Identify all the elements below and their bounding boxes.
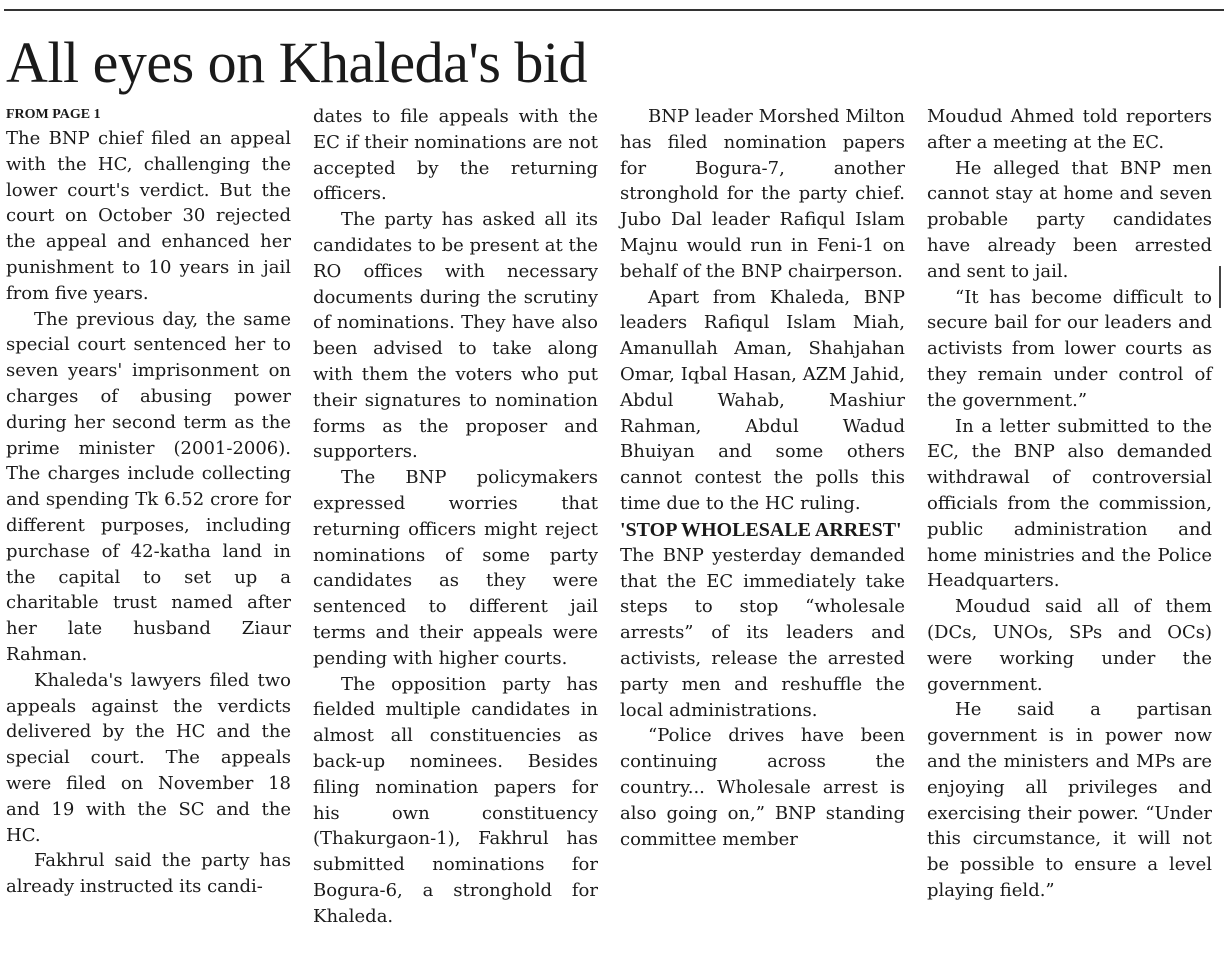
paragraph: “It has become difficult to secure bail for our leaders and activists from lower courts as they remain under control of the government.” (927, 286, 1212, 411)
subhead: 'STOP WHOLESALE ARREST' (620, 518, 902, 541)
article-column-4 (927, 104, 1212, 904)
paragraph: Khaleda's lawyers filed two appeals against the verdicts delivered by the HC and the special court. The appeals were filed on November 18 and 19 with the SC and the HC. (6, 669, 291, 846)
paragraph: “Police drives have been continuing across the country... Wholesale arrest is also going on,” BNP standing committee member (620, 725, 905, 850)
paragraph: dates to file appeals with the EC if their nominations are not accepted by the returning officers. (313, 106, 598, 205)
paragraph: He alleged that BNP men cannot stay at home and seven probable party candidates have already been arrested and sent to jail. (927, 157, 1212, 282)
paragraph: In a letter submitted to the EC, the BNP also demanded withdrawal of controversial officials from the commission, public administration and home ministries and the Police Headquarters. (927, 415, 1212, 592)
paragraph: The party has asked all its candidates to be present at the RO offices with necessary documents during the scrutiny of nominations. They have also been advised to take along with them the voters who put their signatures to nomination forms as the proposer and supporters. (313, 209, 598, 463)
headline: All eyes on Khaleda's bid (6, 30, 588, 95)
paragraph: The previous day, the same special court sentenced her to seven years' imprisonment on charges of abusing power during her second term as the prime minister (2001-2006). The charges include collecting and spending Tk 6.52 crore for different purposes, including purchase of 42-katha land in the capital to set up a charitable trust named after her late husband Ziaur Rahman. (6, 308, 291, 665)
article-column-1 (6, 104, 291, 900)
paragraph: The BNP policymakers expressed worries that returning officers might reject nominations of some party candidates as they were sentenced to different jail terms and their appeals were pending with higher courts. (313, 467, 598, 669)
paragraph: Apart from Khaleda, BNP leaders Rafiqul Islam Miah, Amanullah Aman, Shahjahan Omar, Iqbal Hasan, AZM Jahid, Abdul Wahab, Mashiur Rahman, Abdul Wadud Bhuiyan and some others cannot contest the polls this time due to the HC ruling. (620, 286, 905, 514)
article-column-2 (313, 104, 598, 930)
paragraph: BNP leader Morshed Milton has filed nomination papers for Bogura-7, another stronghold for the party chief. Jubo Dal leader Rafiqul Islam Majnu would run in Feni-1 on behalf of the BNP chairperson. (620, 106, 905, 282)
paragraph: Fakhrul said the party has already instructed its candi- (6, 850, 291, 898)
paragraph: The BNP chief filed an appeal with the HC, challenging the lower court's verdict. But the court on October 30 rejected the appeal and enhanced her punishment to 10 years in jail from five years. (6, 128, 291, 304)
paragraph: Moudud said all of them (DCs, UNOs, SPs and OCs) were working under the government. (927, 596, 1212, 695)
article-column-3 (620, 104, 905, 852)
paragraph: The opposition party has fielded multiple candidates in almost all constituencies as back-up nominees. Besides filing nomination papers for his own constituency (Thakurgaon-1), Fakhrul has submitted nominations for Bogura-6, a stronghold for Khaleda. (313, 673, 598, 927)
top-rule (4, 9, 1224, 11)
paragraph: The BNP yesterday demanded that the EC immediately take steps to stop “wholesale arrests” of its leaders and activists, release the arrested party men and reshuffle the local administrations. (620, 544, 905, 721)
paragraph: He said a partisan government is in power now and the ministers and MPs are enjoying all privileges and exercising their power. “Under this circumstance, it will not be possible to ensure a level playing field.” (927, 699, 1212, 901)
paragraph: Moudud Ahmed told reporters after a meeting at the EC. (927, 106, 1212, 153)
continuation-kicker: FROM PAGE 1 (6, 107, 101, 122)
column-edge-mark (1219, 266, 1221, 308)
